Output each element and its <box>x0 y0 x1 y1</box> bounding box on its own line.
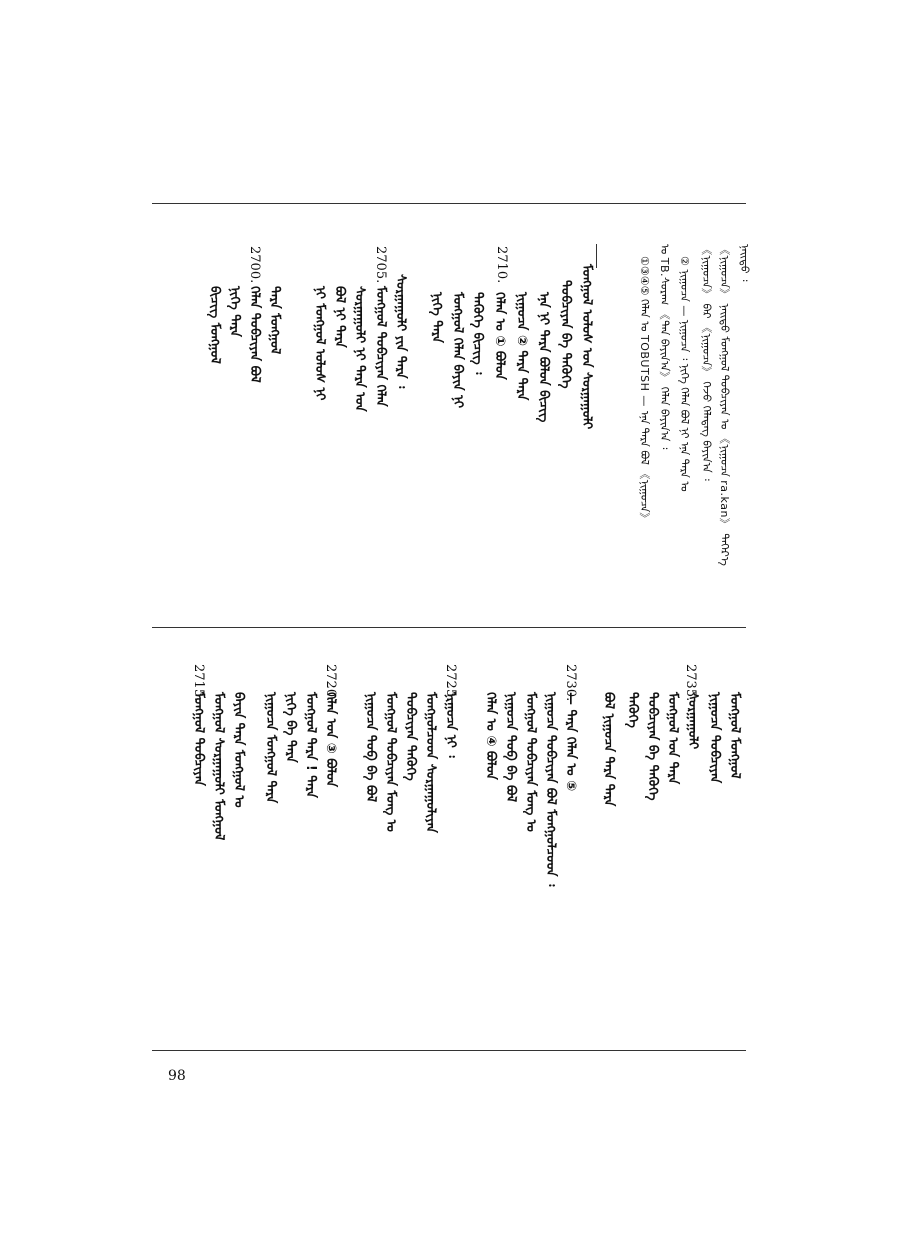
verse-line: ᠰᠤᠷᠭᠠᠭᠤᠯᠢ ᠨᠢ ᠲᠡᠷᠡ ᠤᠨ <box>352 286 367 412</box>
verse-line: ᠨᠢᠭᠤᠴᠠ ᠮᠣᠩᠭᠣᠯ ᠲᠡᠷᠡ <box>263 692 278 804</box>
verse-line: ᠨᠢᠭᠡ ᠪᠠ ᠲᠡᠷᠡ <box>283 692 298 763</box>
verse-line: ᠡᠨᠡ ᠨᠢ ᠲᠡᠷᠡ ᠪᠣᠯᠤᠨ ᠪᠢᠴᠢᠭ <box>536 292 551 423</box>
verse-line: ᠮᠣᠩᠭᠣᠯ ᠲᠣᠪᠴᠢᠶᠠᠨ ᠬᠡᠯᠡᠨ <box>373 286 388 407</box>
verse-line: ᠬᠡᠯᠡᠨ ᠤ ④ ᠪᠣᠯᠤᠨ <box>483 692 498 780</box>
line-number: 2735. <box>683 664 698 702</box>
footnote-line: ᠤ TB.ᠰᠣᠷᠠᠭ 《ᠲᠠᠨ ᠪᠠᠶᠢᠨ᠎ᠠ》 ᠬᠡᠯᠡᠨ ᠪᠠᠶᠢᠨ᠎ᠠ ᠄ <box>658 244 671 450</box>
line-number: 2725. <box>443 664 458 702</box>
verse-line: ᠮᠣᠩᠭᠣᠯ ᠲᠣᠪᠴᠢᠶᠠᠨ ᠮᠣᠩ ᠤ <box>383 692 398 832</box>
page-number: 98 <box>168 1068 186 1084</box>
verse-line: ᠪᠢᠴᠢᠭ ᠮᠣᠩᠭᠣᠯ <box>207 286 222 364</box>
footnote-line: 《ᠨᠢᠭᠤᠴᠠ》 ᠨᠡᠢᠲᠦ ᠮᠣᠩᠭᠣᠯ ᠲᠣᠪᠴᠢᠶᠠᠨ ᠤ 《ᠨᠢᠭᠤᠴᠠ ra.kan》 ᠳᠡᠭᠡᠷ᠎ᠡ <box>718 244 731 566</box>
footnote-separator <box>596 244 597 268</box>
verse-line: ᠲᠡᠭᠦᠬᠡ ᠪᠢᠴᠢᠭ ᠄ <box>470 292 485 375</box>
verse-line: ᠲᠣᠪᠴᠢᠶᠠᠨ ᠪᠠ ᠲᠡᠭᠦᠬᠡ <box>558 280 573 389</box>
verse-line: ᠨᠢᠭᠤᠴᠠ ᠨᠢ ᠄ <box>443 692 458 758</box>
footnote-line: ①③④⑤ ᠬᠡᠯᠡᠨ ᠤ TOBUTSH — ᠡᠨᠡ ᠲᠡᠷᠡ ᠪᠣᠯ 《ᠨᠢᠭᠤᠴᠠ》 <box>638 256 651 524</box>
verse-line: ᠪᠣᠯ ᠨᠢ ᠲᠡᠷᠡ <box>332 286 347 348</box>
verse-line: ᠨᠢᠭᠤᠴᠠ ᠲᠣᠪᠴᠢᠶᠠᠨ ᠪᠣᠯ ᠮᠣᠩᠭᠣᠯᠴᠤᠳ ᠄ <box>543 692 558 887</box>
verse-line: ᠮᠣᠩᠭᠣᠯ ᠲᠣᠪᠴᠢᠶᠠᠨ <box>191 692 206 786</box>
verse-line: ᠲᠡᠷᠡ ᠮᠣᠩᠭᠣᠯ <box>267 286 282 355</box>
verse-line: ᠪᠣᠯ ᠨᠢᠭᠤᠴᠠ ᠲᠡᠷᠡ ᠲᠡᠷᠡ <box>601 692 616 807</box>
verse-line: ᠨᠢᠭᠡ ᠲᠡᠷᠡ <box>227 286 242 337</box>
line-number: 2710. <box>494 246 509 284</box>
verse-line: ᠮᠣᠩᠭᠣᠯ ᠮᠣᠩᠭᠣᠯ <box>727 692 742 779</box>
lower-text-block <box>152 628 746 1048</box>
line-number: 2700. <box>247 246 262 284</box>
verse-line: ᠨᠢᠭᠤᠴᠠ ᠲᠣᠪ ᠪᠠ ᠪᠣᠯ <box>503 692 518 803</box>
verse-line: ᠮᠣᠩᠭᠣᠯ ᠤᠨ ᠲᠡᠷᠡ <box>665 692 680 785</box>
line-number: 2730. <box>563 664 578 702</box>
verse-line: ᠮᠣᠩᠭᠣᠯᠴᠤᠳ ᠰᠤᠷᠭᠠᠭᠤᠯᠢᠶᠠᠨ <box>423 692 438 833</box>
verse-line: ᠨᠢᠭᠤᠴᠠ ᠲᠣᠪᠴᠢᠶᠠᠨ <box>707 692 722 784</box>
verse-line: ᠰᠤᠷᠭᠠᠭᠤᠯᠢ ᠶᠢᠨ ᠲᠡᠷᠡ ᠄ <box>393 274 408 389</box>
line-number: 2705. <box>373 246 388 284</box>
verse-line: ᠨᠢ ᠮᠣᠩᠭᠣᠯ ᠤᠯᠤᠰ ᠨᠢ <box>312 286 327 401</box>
verse-line: ᠨᠢᠭᠡ ᠲᠡᠷᠡ <box>429 292 444 343</box>
verse-line: ᠬᠡᠯᠡᠨ ᠤᠨ ③ ᠪᠣᠯᠤᠨ <box>323 692 338 788</box>
line-number: 2715. <box>191 664 206 702</box>
verse-line: ᠲᠣᠪᠴᠢᠶᠠᠨ ᠲᠡᠭᠦᠬᠡ <box>403 692 418 781</box>
verse-line: ᠮᠣᠩᠭᠣᠯ ᠤᠯᠤᠰ ᠤᠨ ᠰᠤᠷᠭᠠᠭᠤᠯᠢ <box>579 264 594 430</box>
footnote-line: ② ᠨᠢᠭᠤᠴᠠ — ᠨᠢᠭᠤᠴᠠ ᠄ ᠨᠢᠭᠡ ᠬᠡᠯᠡᠨ ᠪᠣᠯ ᠨᠢ ᠡᠨᠡ ᠲᠡᠷᠡ ᠤ <box>678 256 691 492</box>
verse-line: ᠰᠤᠷᠭᠠᠭᠤᠯᠢ <box>685 692 700 750</box>
verse-line: ᠨᠢᠭᠤᠴᠠ ② ᠲᠡᠷᠡ ᠲᠡᠷᠡ <box>514 292 529 401</box>
verse-line: ᠲᠣᠪᠴᠢᠶᠠᠨ ᠪᠠ ᠲᠡᠭᠦᠬᠡ <box>645 692 660 801</box>
verse-line: ᠮᠣᠩᠭᠣᠯ ᠲᠣᠪᠴᠢᠶᠠᠨ ᠮᠣᠩ ᠤ <box>523 692 538 832</box>
verse-line: ᠲᠡᠭᠦᠬᠡ <box>625 692 640 728</box>
verse-line: ᠮᠣᠩᠭᠣᠯ ᠰᠤᠷᠭᠠᠭᠤᠯᠢ ᠮᠣᠩᠭᠣᠯ <box>211 692 226 841</box>
verse-line: ᠨᠢᠭᠤᠴᠠ ᠲᠣᠪ ᠪᠠ ᠪᠣᠯ <box>363 692 378 803</box>
line-number: 2720. <box>323 664 338 702</box>
upper-text-block <box>152 204 751 624</box>
verse-line: ᠪᠠᠶᠢᠨ ᠲᠡᠷᠡ ᠮᠣᠩᠭᠣᠯ ᠤ <box>231 692 246 808</box>
verse-line: ᠮᠣᠩᠭᠣᠯ ᠲᠡᠷᠡ ! ᠲᠡᠷᠡ <box>303 692 318 798</box>
footnote-line: ᠨᠡᠢᠲᠦ ᠄ <box>738 244 751 282</box>
footnote-line: 《ᠨᠢᠭᠤᠴᠠ》 ᠪᠠᠷ 《ᠨᠢᠭᠤᠴᠠ》 ᠭᠡᠵᠦ ᠬᠡᠯᠡᠳᠡᠭ ᠪᠠᠶᠢᠨ᠎ᠠ ᠄ <box>700 244 713 481</box>
verse-line: ᠬᠡᠯᠡᠨ ᠤ ① ᠪᠣᠯᠤᠨ <box>492 292 507 380</box>
verse-line: — ᠲᠡᠷᠡ ᠬᠡᠯᠡᠨ ᠤ ⑤ <box>563 692 578 792</box>
verse-line: ᠬᠡᠯᠡᠨ ᠲᠣᠪᠴᠢᠶᠠᠨ ᠪᠣᠯ <box>247 286 262 383</box>
bottom-rule <box>152 1050 746 1051</box>
verse-line: ᠮᠣᠩᠭᠣᠯ ᠬᠡᠯᠡᠨ ᠪᠠᠶᠢᠨ ᠨᠢ <box>450 292 465 408</box>
